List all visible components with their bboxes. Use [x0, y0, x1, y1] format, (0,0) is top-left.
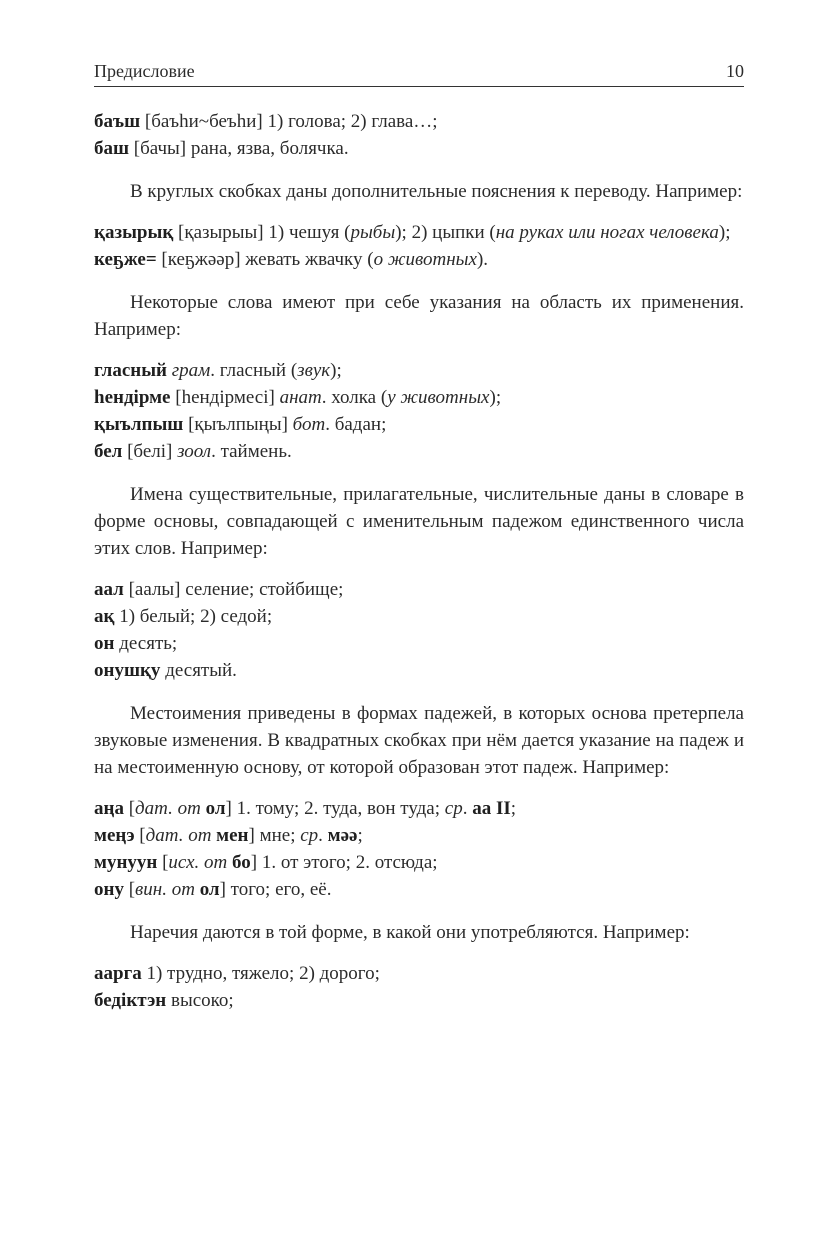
headword: қазырық [94, 222, 174, 243]
headword: баъш [94, 111, 141, 132]
running-header [94, 60, 744, 87]
dictionary-entry: аал [аалы] селение; стойбище; [94, 579, 344, 600]
page-content [94, 108, 744, 1014]
dictionary-entry: ааргa 1) трудно, тяжело; 2) дорого; [94, 963, 380, 984]
dictionary-entry: қыълпыш [қыълпыңы] бот. бадан; [94, 414, 387, 435]
headword: аал [94, 579, 124, 600]
header-title: Предисловие [94, 61, 195, 81]
headword: ақ [94, 606, 115, 627]
dictionary-entry: ону [вин. от ол] того; его, её. [94, 879, 332, 900]
headword: бел [94, 441, 123, 462]
dictionary-entry: бедіктэн высоко; [94, 990, 234, 1011]
dictionary-entry: аңа [дат. от ол] 1. тому; 2. туда, вон туда; ср. аа II; [94, 798, 517, 819]
paragraph: В круглых скобках даны дополнительные пояснения к переводу. Например: [130, 181, 743, 202]
dictionary-entry: қазырық [қазырыы] 1) чешуя (рыбы); 2) цыпки (на руках или ногах человека); [94, 222, 731, 243]
dictionary-entry: ақ 1) белый; 2) седой; [94, 606, 273, 627]
headword: аңа [94, 798, 124, 819]
headword: hендірме [94, 387, 171, 408]
dictionary-entry: баъш [баъhи~беъhи] 1) голова; 2) глава…; [94, 111, 438, 132]
dictionary-entry: онушқу десятый. [94, 660, 237, 681]
dictionary-entry: баш [бачы] рана, язва, болячка. [94, 138, 349, 159]
paragraph: Наречия даются в той форме, в какой они употребляются. Например: [130, 922, 690, 943]
dictionary-entry: мунуун [исх. от бо] 1. от этого; 2. отсюда; [94, 852, 438, 873]
headword: онушқу [94, 660, 161, 681]
entry-block-6 [94, 960, 744, 1014]
headword: ааргa [94, 963, 142, 984]
entry-block-3 [94, 357, 744, 465]
dictionary-entry: меңэ [дат. от мен] мне; ср. мәә; [94, 825, 363, 846]
page-number: 10 [726, 61, 744, 81]
headword: баш [94, 138, 130, 159]
headword: он [94, 633, 115, 654]
entry-block-2 [94, 219, 744, 273]
headword: ону [94, 879, 124, 900]
entry-block-4 [94, 576, 744, 684]
entry-block-5 [94, 795, 744, 903]
paragraph: Имена существительные, прилагательные, числительные даны в словаре в форме основы, совпадающей с именительным падежом единственного числа этих слов. Например: [94, 484, 744, 559]
paragraph: Местоимения приведены в формах падежей, в которых основа претерпела звуковые изменения. В квадратных скобках при нём дается указание на падеж и на местоименную основу, от которой образован этот падеж. Например: [94, 703, 744, 778]
headword: гласный [94, 360, 167, 381]
headword: бедіктэн [94, 990, 167, 1011]
dictionary-entry: бел [белі] зоол. таймень. [94, 441, 292, 462]
dictionary-entry: он десять; [94, 633, 178, 654]
entry-block-1 [94, 108, 744, 162]
paragraph: Некоторые слова имеют при себе указания на область их применения. Например: [94, 292, 744, 340]
headword: меңэ [94, 825, 135, 846]
headword: қыълпыш [94, 414, 184, 435]
dictionary-entry: гласный грам. гласный (звук); [94, 360, 342, 381]
dictionary-entry: hендірме [hендірмесі] анат. холка (у животных); [94, 387, 502, 408]
headword: кеҕже= [94, 249, 157, 270]
headword: мунуун [94, 852, 158, 873]
dictionary-entry: кеҕже= [кеҕжәәр] жевать жвачку (о животных). [94, 249, 489, 270]
